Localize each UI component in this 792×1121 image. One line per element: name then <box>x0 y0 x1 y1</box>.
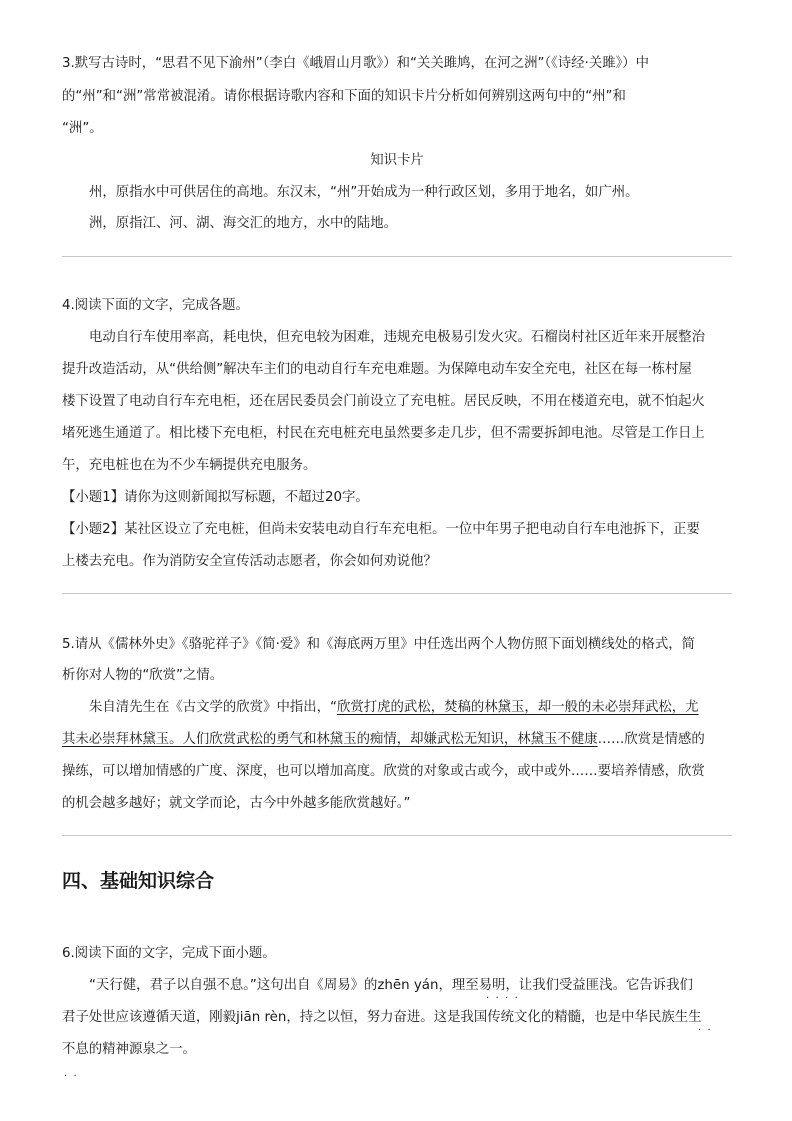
knowledge-card-zhou2: 洲，原指江、河、湖、海交汇的地方，水中的陆地。 <box>89 216 397 231</box>
q5-underlined-text: 欣赏打虎的武松，焚稿的林黛玉，却一般的未必崇拜武松，尤 <box>336 700 699 715</box>
section-heading: 四、基础知识综合 <box>62 870 215 892</box>
knowledge-card-zhou: 州，原指水中可供居住的高地。东汉末，“州”开始成为一种行政区划，多用于地名，如广州。 <box>89 185 639 200</box>
q3-line-1: 3.默写古诗时，“思君不见下渝州”（李白《峨眉山月歌》）和“关关雎鸠，在河之洲”（《诗经·关雎》）中 <box>62 56 650 71</box>
q5-underlined-text: 其未必崇拜林黛玉。人们欣赏武松的勇气和林黛玉的痴情，却嫌武松无知识，林黛玉不健康 <box>62 732 598 747</box>
q6-passage-line-1: “天行健，君子以自强不息。”这句出自《周易》的zhēn yán，理至易明，让我们受益匪浅。它告诉我们 <box>89 978 693 993</box>
q4-intro: 4.阅读下面的文字，完成各题。 <box>62 298 249 313</box>
divider <box>62 593 732 594</box>
knowledge-card-title: 知识卡片 <box>370 153 424 168</box>
emphasis-dots: · · · · <box>486 993 518 1004</box>
q5-quote-intro: 朱自清先生在《古文学的欣赏》中指出，“ <box>89 700 337 715</box>
emphasis-dots: · · <box>698 1025 711 1036</box>
q6-passage-line-3: 不息的精神源泉之一。 <box>62 1042 196 1057</box>
q5-line-2: 析你对人物的“欣赏”之情。 <box>62 668 224 683</box>
q4-passage-line-3: 楼下设置了电动自行车充电柜，还在居民委员会门前设立了充电桩。居民反映，不用在楼道充电，就不怕起火 <box>62 394 705 409</box>
q4-passage-line-2: 提升改造活动，从“供给侧”解决车主们的电动自行车充电难题。为保障电动车安全充电，社区在每一栋村屋 <box>62 362 692 377</box>
q3-line-3: “洲”。 <box>62 121 103 136</box>
q4-passage-line-4: 堵死逃生通道了。相比楼下充电柜，村民在充电桩充电虽然要多走几步，但不需要拆卸电池。尽管是工作日上 <box>62 426 705 441</box>
q5-quote-line-2 <box>62 731 705 749</box>
q4-passage-line-5: 午，充电桩也在为不少车辆提供充电服务。 <box>62 458 317 473</box>
q6-passage-line-2: 君子处世应该遵循天道，刚毅jiān rèn，持之以恒，努力奋进。这是我国传统文化的精髓，也是中华民族生生 <box>62 1010 702 1025</box>
divider <box>62 256 732 257</box>
q4-subquestion-2-line-1: 【小题2】某社区设立了充电桩，但尚未安装电动自行车充电柜。一位中年男子把电动自行车电池拆下，正要 <box>62 522 700 537</box>
q4-subquestion-1: 【小题1】请你为这则新闻拟写标题，不超过20字。 <box>62 490 369 505</box>
q3-line-2: 的“州”和“洲”常常被混淆。请你根据诗歌内容和下面的知识卡片分析如何辨别这两句中的“州”和 <box>62 89 626 104</box>
q5-quote-text: ……欣赏是情感的 <box>597 732 705 747</box>
q5-quote-line-4: 的机会越多越好；就文学而论，古今中外越多能欣赏越好。” <box>62 796 411 811</box>
q4-subquestion-2-line-2: 上楼去充电。作为消防安全宣传活动志愿者，你会如何劝说他？ <box>62 554 437 569</box>
q4-passage-line-1: 电动自行车使用率高，耗电快，但充电较为困难，违规充电极易引发火灾。石榴岗村社区近年来开展整治 <box>89 330 705 345</box>
q5-quote-line-3: 操练，可以增加情感的广度、深度，也可以增加高度。欣赏的对象或古或今，或中或外……要培养情感，欣赏 <box>62 764 705 779</box>
divider <box>62 835 732 836</box>
emphasis-dots: · · <box>64 1071 77 1082</box>
q5-quote-line-1 <box>89 699 699 717</box>
q5-line-1: 5.请从《儒林外史》《骆驼祥子》《简·爱》和《海底两万里》中任选出两个人物仿照下面划横线处的格式，简 <box>62 637 695 652</box>
q6-intro: 6.阅读下面的文字，完成下面小题。 <box>62 946 276 961</box>
